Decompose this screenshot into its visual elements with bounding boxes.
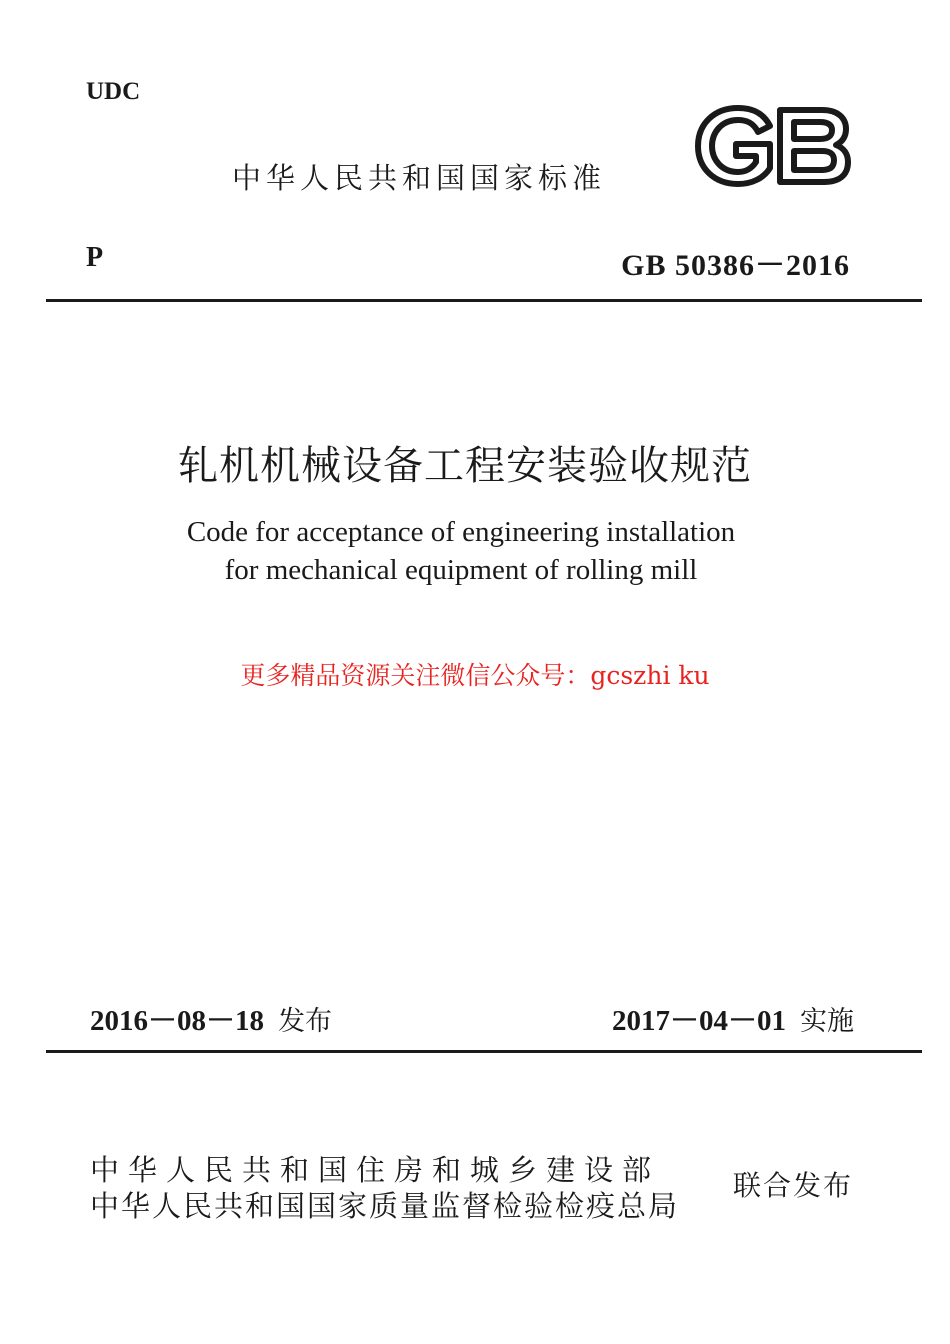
implement-label: 实施 [800, 1006, 854, 1037]
standard-number: GB 50386－2016 [621, 249, 850, 282]
issue-date-block [90, 998, 332, 1039]
top-divider [46, 299, 922, 302]
title-chinese: 轧机机械设备工程安装验收规范 [178, 443, 752, 489]
publisher-org-2: 中华人民共和国国家质量监督检验检疫总局 [90, 1189, 680, 1223]
title-english-line2: for mechanical equipment of rolling mill [224, 554, 698, 586]
udc-label: UDC [86, 78, 141, 105]
implement-date: 2017－04－01 [611, 1005, 786, 1037]
title-english-line1: Code for acceptance of engineering installation [186, 516, 736, 548]
bottom-divider [46, 1050, 922, 1053]
implement-date-block [612, 998, 854, 1039]
issue-label: 发布 [278, 1006, 333, 1037]
publisher-org-1: 中华人民共和国住房和城乡建设部 [90, 1153, 661, 1187]
joint-publish-label: 联合发布 [733, 1169, 854, 1202]
classification-code: P [86, 242, 104, 273]
gb-logo-icon [692, 104, 852, 188]
watermark-notice: 更多精品资源关注微信公众号：gcszhi ku [240, 661, 710, 690]
issue-date: 2016－08－18 [90, 1005, 265, 1037]
standard-type: 中华人民共和国国家标准 [232, 161, 607, 195]
